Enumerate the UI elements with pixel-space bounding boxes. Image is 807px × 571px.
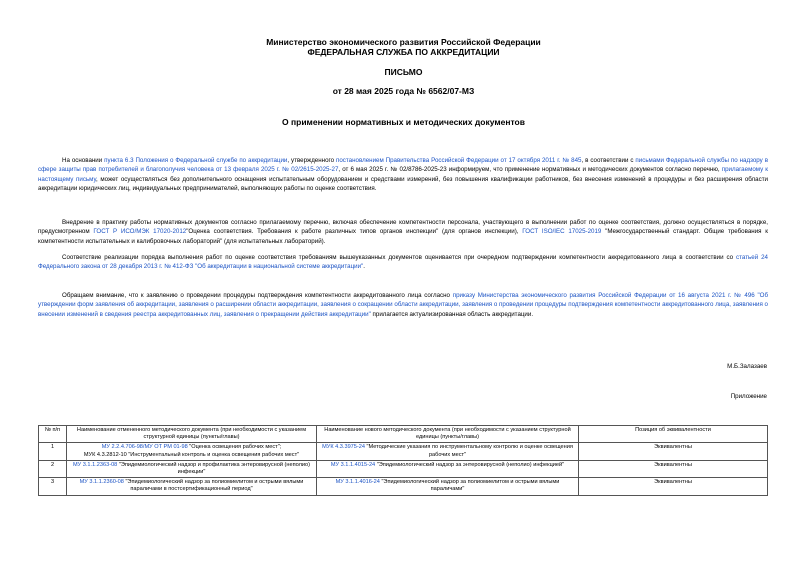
text: , утвержденного [287,157,337,164]
row-number: 2 [39,460,67,477]
text: "Межгосударственный стандарт. Общие требования к компетентности испытательных и калибровочных лабораторий" (для испытательных лабораторий). [38,228,768,245]
old-document-text: "Эпидемиологический надзор за полиомиелитом и острыми вялыми параличами в постсертификационный период" [123,479,304,493]
old-document-link[interactable]: МУ 2.2.4.706-98/МУ ОТ РМ 01-98 [101,444,188,451]
old-document-cell [67,460,317,477]
header-cell: Позиция об эквивалентности [579,426,768,443]
new-document-text: "Эпидемиологический надзор за полиомиелитом и острыми вялыми параличами" [379,479,560,493]
paragraph-1 [38,156,768,193]
text: , в соответствии с [581,157,636,164]
equivalence-cell: Эквивалентны [579,443,768,460]
row-number: 3 [39,478,67,495]
old-document-text: "Эпидемиологический надзор и профилактика энтеровирусной (неполио) инфекции" [117,461,310,476]
new-document-cell [317,460,579,477]
old-document-text: "Оценка освещения рабочих мест"; [187,444,282,451]
table-row [39,443,768,460]
doc-type: ПИСЬМО [384,67,423,77]
new-document-cell [317,443,579,460]
service-name: ФЕДЕРАЛЬНАЯ СЛУЖБА ПО АККРЕДИТАЦИИ [307,47,500,57]
link-regulation[interactable]: пункта 6.3 Положения о Федеральной службе по аккредитации [104,157,288,164]
old-document-text-2: МУК 4.3.2812-10 "Инструментальный контроль и оценка освещения рабочих мест" [83,451,300,458]
text: прилагается актуализированная область аккредитации. [370,310,534,318]
doc-date: от 28 мая 2025 года № 6562/07-МЗ [332,86,475,96]
header-cell: № п/п [39,426,67,443]
link-government-decree[interactable]: постановлением Правительства Российской Федерации от 17 октября 2011 г. № 845 [336,157,582,164]
text: Внедрение в практику работы нормативных документов согласно прилагаемому перечню, включая обеспечение компетентности персонала, участвующего в выполнении работ по оценке соответствия, должно осуществляться в порядке, предусмотренном [38,219,768,236]
paragraph-2 [38,218,768,246]
link-gost-17020[interactable]: ГОСТ Р ИСО/МЭК 17020-2012 [93,228,187,236]
text: , может осуществляться без дополнительного оснащения испытательным оборудованием и средствами измерений, без повышения квалификации работников, без внесения изменений в процедуры и без расширения области аккредитации юридических лиц, индивидуальных предпринимателей, выполняющих работы по оценке соответствия. [38,175,768,192]
old-document-cell [67,478,317,495]
table-row [39,460,768,477]
new-document-text: "Методические указания по инструментальному контролю и оценке освещения рабочих мест" [365,444,573,458]
table-header-row [39,426,768,443]
new-document-link[interactable]: МУК 4.3.3975-24 [322,444,365,451]
new-document-link[interactable]: МУ 3.1.1.4015-24 [330,461,376,468]
new-document-cell [317,478,579,495]
header-cell: Наименование нового методического документа (при необходимости с указанием структурной единицы (пункты/главы) [317,426,579,443]
old-document-link[interactable]: МУ 3.1.1.2363-08 [73,461,118,468]
equivalence-cell: Эквивалентны [579,478,768,495]
text: , от 6 мая 2025 г. № 02/8786-2025-23 информируем, что применение нормативных и методических документов согласно перечню, [338,166,722,174]
old-document-link[interactable]: МУ 3.1.1.2360-08 [79,479,124,486]
link-order-496[interactable]: приказу Министерства экономического развития Российской Федерации от 16 августа 2021 г. № 496 "Об утверждении форм заявления об аккредитации, заявления о расширении области аккредитации, заявления о сокращении области аккредитации, заявления о проведении процедуры подтверждения компетентности аккредитованного лица, заявления о внесении изменений в сведения реестра аккредитованных лиц, заявления о прекращении действия аккредитации" [38,292,769,318]
text: . [363,263,365,271]
link-letters[interactable]: письмами Федеральной службы по надзору в сфере защиты прав потребителей и благополучия человека от 13 февраля 2025 г. № 02/2615-2025-27 [38,157,768,174]
equivalence-cell: Эквивалентны [579,460,768,477]
paragraph-3 [38,253,768,272]
doc-title: О применении нормативных и методических документов [282,117,525,127]
table-row [39,478,768,495]
new-document-link[interactable]: МУ 3.1.1.4016-24 [335,479,380,486]
appendix-label: Приложение [730,393,767,400]
row-number: 1 [39,443,67,460]
header-cell: Наименование отмененного методического документа (при необходимости с указанием структурной единицы (пункты/главы) [67,426,317,443]
signature: М.Б.Залазаев [727,363,767,370]
appendix-table [38,425,768,496]
link-gost-17025[interactable]: ГОСТ ISO/IEC 17025-2019 [522,228,602,236]
text: "Оценка соответствия. Требования к работе различных типов органов инспекции" (для органов инспекции), [186,228,523,236]
text: Обращаем внимание, что к заявлению о проведении процедуры подтверждения компетентности аккредитованного лица согласно [62,292,453,299]
link-attached-list[interactable]: прилагаемому к настоящему письму [38,166,768,183]
ministry-name: Министерство экономического развития Российской Федерации [266,37,541,47]
paragraph-4 [38,291,768,319]
text: Соответствие реализации порядка выполнения работ по оценке соответствия требованиям вышеуказанных документов оценивается при очередном подтверждении компетентности аккредитованного лица в соответствии со [62,254,737,261]
new-document-text: "Эпидемиологический надзор за энтеровирусной (неполио) инфекцией" [375,461,565,468]
old-document-cell [67,443,317,460]
link-federal-law[interactable]: статьей 24 Федерального закона от 28 декабря 2013 г. № 412-ФЗ "Об аккредитации в национальной системе аккредитации" [38,254,768,271]
text: На основании [62,157,105,164]
